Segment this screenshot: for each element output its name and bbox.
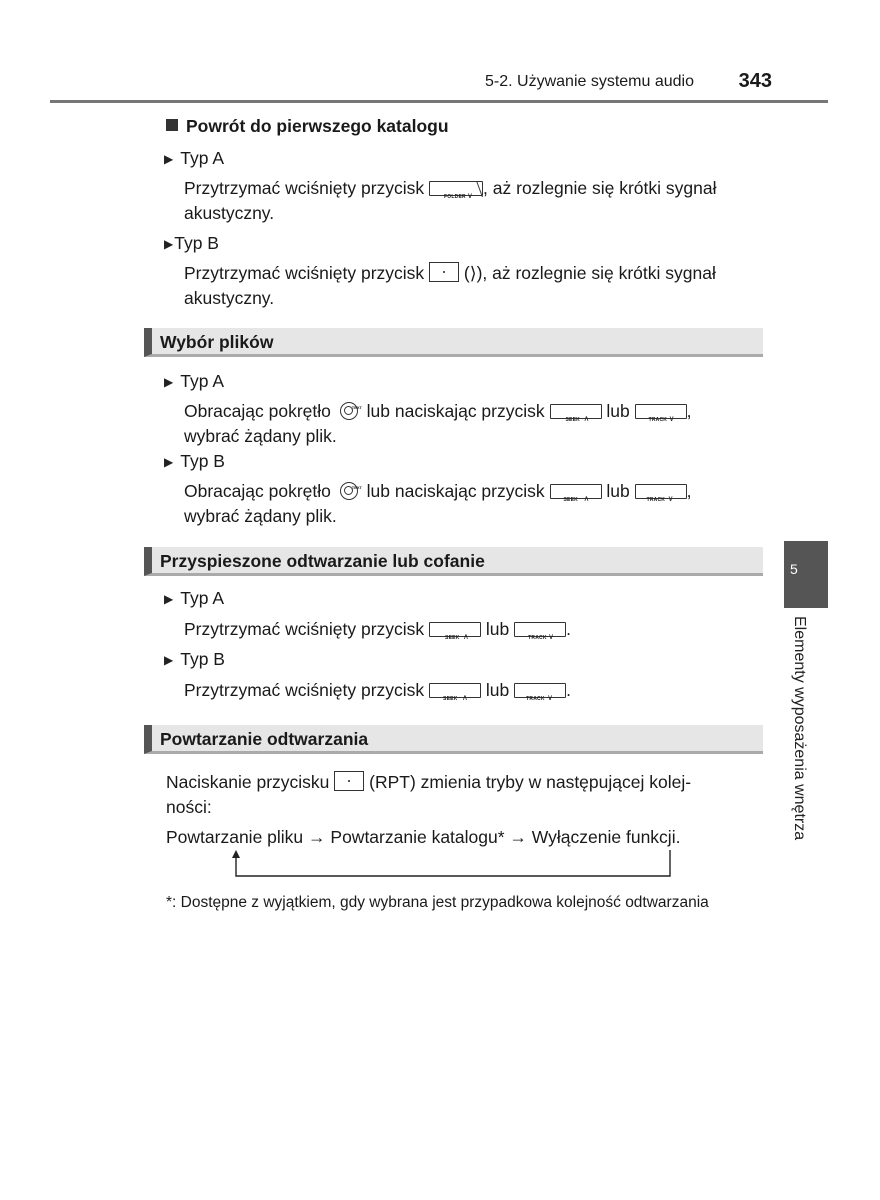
dot-button-icon xyxy=(334,771,364,791)
track-button-icon: TRACK ∨ xyxy=(514,622,566,637)
triangle-bullet-icon: ▶ xyxy=(164,152,174,166)
type-a-label: ▶ Typ A xyxy=(164,148,225,168)
seek-button-icon: SEEK ∧ xyxy=(429,622,481,637)
dot-button-icon xyxy=(429,262,459,282)
header-rule xyxy=(50,100,828,103)
chapter-tab xyxy=(784,541,828,608)
section-bar-repeat xyxy=(144,725,763,754)
seek-button-icon: SEEK ∧ xyxy=(550,404,602,419)
repeat-mode-file: Powtarzanie pliku xyxy=(166,827,304,847)
chapter-number: 5 xyxy=(790,561,798,577)
page-number: 343 xyxy=(738,70,772,92)
paragraph-folder-type-a: Przytrzymać wciśnięty przycisk FOLDER ∨ , aż rozlegnie się krótki sygnał akustyczny. xyxy=(184,178,717,223)
triangle-bullet-icon: ▶ xyxy=(164,592,174,606)
section-title: Przyspieszone odtwarzanie lub cofanie xyxy=(160,551,485,571)
folder-button-icon: FOLDER ∨ xyxy=(429,181,483,196)
type-b-label: ▶ Typ B xyxy=(164,649,225,669)
paragraph-fast-type-b: Przytrzymać wciśnięty przycisk SEEK ∧ lub TRACK ∨ . xyxy=(184,680,572,702)
triangle-bullet-icon: ▶ xyxy=(164,455,174,469)
arrow-right-icon: → xyxy=(308,827,326,847)
section-bar-file-select xyxy=(144,328,763,357)
section-title: Powtarzanie odtwarzania xyxy=(160,729,369,749)
track-button-icon: TRACK ∨ xyxy=(635,404,687,419)
triangle-bullet-icon: ▶ xyxy=(164,653,174,667)
paragraph-file-type-a: Obracając pokrętło TEXT lub naciskając przycisk SEEK ∧ lub TRACK ∨ , wybrać żądany plik. xyxy=(184,401,692,446)
paragraph-file-type-b: Obracając pokrętło TEXT lub naciskając przycisk SEEK ∧ lub TRACK ∨ , wybrać żądany plik. xyxy=(184,481,692,526)
seek-button-icon: SEEK ∧ xyxy=(429,683,481,698)
header-section-title: 5-2. Używanie systemu audio xyxy=(485,73,694,90)
track-button-icon: TRACK ∨ xyxy=(514,683,566,698)
tune-knob-icon: TEXT xyxy=(340,402,358,420)
type-b-label: ▶Typ B xyxy=(164,233,219,253)
paragraph-repeat: Naciskanie przycisku (RPT) zmienia tryby w następującej kolej- ności: xyxy=(166,772,692,817)
square-bullet-icon xyxy=(166,119,178,131)
paragraph-fast-type-a: Przytrzymać wciśnięty przycisk SEEK ∧ lub TRACK ∨ . xyxy=(184,619,572,641)
triangle-bullet-icon: ▶ xyxy=(164,237,174,251)
tune-knob-icon: TEXT xyxy=(340,482,358,500)
repeat-mode-folder: Powtarzanie katalogu* xyxy=(330,827,505,847)
chapter-title-vertical: Elementy wyposażenia wnętrza xyxy=(791,616,808,841)
footnote: *: Dostępne z wyjątkiem, gdy wybrana jest przypadkowa kolejność odtwarzania xyxy=(166,894,709,911)
triangle-bullet-icon: ▶ xyxy=(164,375,174,389)
type-a-label: ▶ Typ A xyxy=(164,588,225,608)
seek-button-icon: SEEK ∧ xyxy=(550,484,602,499)
subsection-title-folder-back: Powrót do pierwszego katalogu xyxy=(166,116,449,137)
track-button-icon: TRACK ∨ xyxy=(635,484,687,499)
paragraph-folder-type-b: Przytrzymać wciśnięty przycisk (⟩), aż rozlegnie się krótki sygnał akustyczny. xyxy=(184,263,716,308)
repeat-mode-off: Wyłączenie funkcji. xyxy=(531,827,681,847)
type-a-label: ▶ Typ A xyxy=(164,371,225,391)
section-bar-fast-play xyxy=(144,547,763,576)
cycle-return-arrow-icon xyxy=(232,850,677,882)
arrow-right-icon: → xyxy=(509,827,527,847)
section-title: Wybór plików xyxy=(160,332,274,352)
type-b-label: ▶ Typ B xyxy=(164,451,225,471)
repeat-mode-sequence xyxy=(166,825,764,850)
